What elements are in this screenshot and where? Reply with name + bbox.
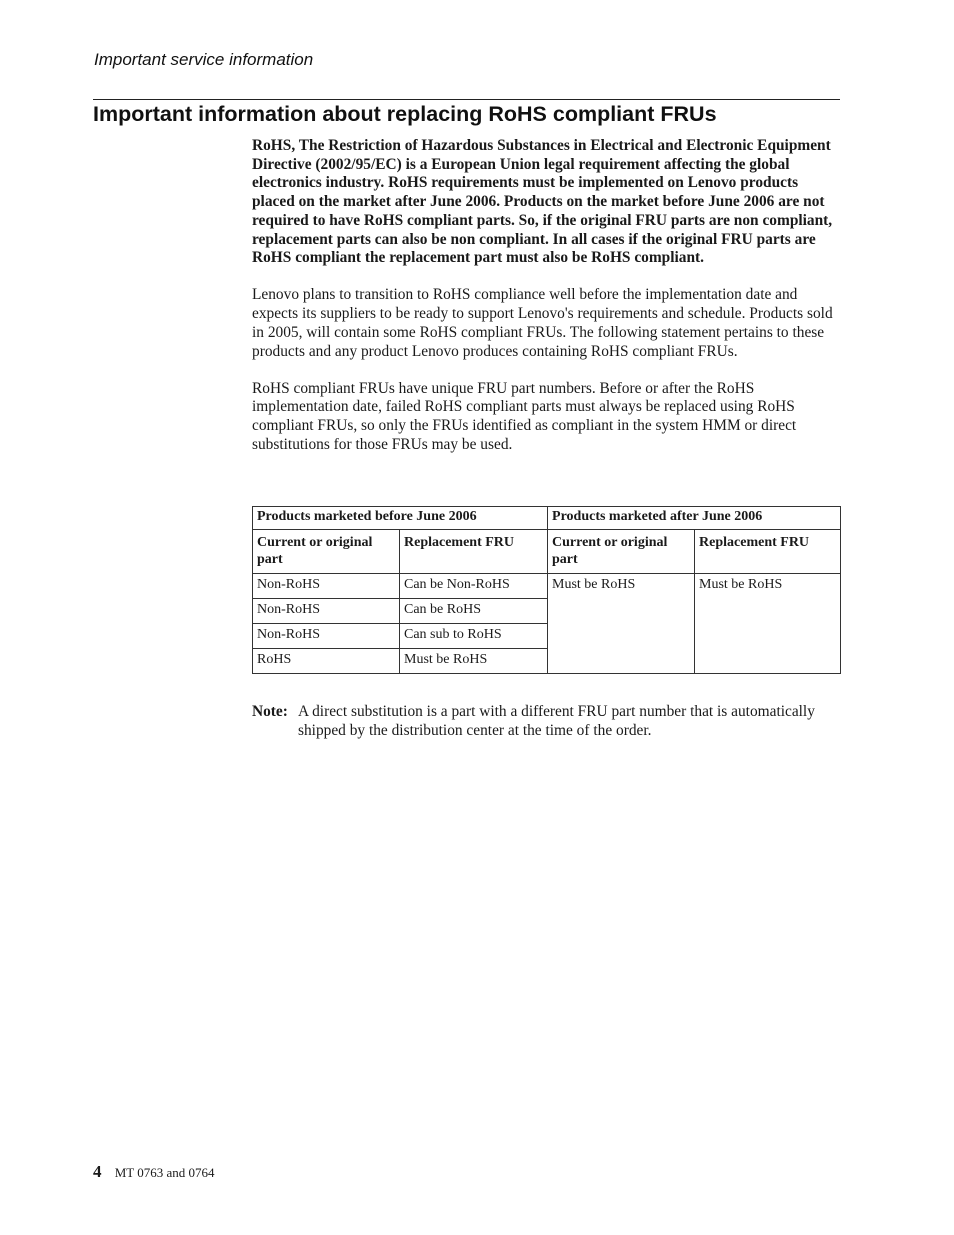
page-number: 4 <box>93 1162 102 1181</box>
header-after-current-part: Current or original part <box>548 529 695 573</box>
table-cell: Non-RoHS <box>253 623 400 648</box>
table-cell: Can be RoHS <box>400 598 548 623</box>
table-cell: Can sub to RoHS <box>400 623 548 648</box>
footer-model: MT 0763 and 0764 <box>114 1165 215 1180</box>
table-sub-header-row <box>253 529 841 573</box>
header-after-replacement-fru: Replacement FRU <box>695 529 841 573</box>
header-before-june-2006: Products marketed before June 2006 <box>253 507 548 530</box>
header-before-replacement-fru: Replacement FRU <box>400 529 548 573</box>
section-title: Important information about replacing RoHS compliant FRUs <box>93 102 717 126</box>
body-text <box>252 137 844 473</box>
rohs-definition-paragraph: RoHS, The Restriction of Hazardous Substances in Electrical and Electronic Equipment Directive (2002/95/EC) is a European Union legal requirement affecting the global electronics industry. RoHS requirements must be implemented on Lenovo products placed on the market after June 2006. Products on the market before June 2006 are not required to have RoHS compliant parts. So, if the original FRU parts are non compliant, replacement parts can also be non compliant. In all cases if the original FRU parts are RoHS compliant the replacement part must also be RoHS compliant. <box>252 137 833 267</box>
table-cell: Must be RoHS <box>400 648 548 673</box>
part-numbers-paragraph: RoHS compliant FRUs have unique FRU part numbers. Before or after the RoHS implementation date, failed RoHS compliant parts must always be replaced using RoHS compliant FRUs, so only the FRUs identified as compliant in the system HMM or direct substitutions for those FRUs may be used. <box>252 379 797 453</box>
table-group-header-row <box>253 507 841 530</box>
header-rule <box>93 99 840 100</box>
after-current-cell: Must be RoHS <box>548 573 695 673</box>
note-label: Note: <box>252 703 288 720</box>
table-row <box>253 573 841 598</box>
note-block <box>252 702 842 740</box>
header-before-current-part: Current or original part <box>253 529 400 573</box>
header-after-june-2006: Products marketed after June 2006 <box>548 507 841 530</box>
table-cell: Non-RoHS <box>253 598 400 623</box>
rohs-fru-table <box>252 506 841 674</box>
running-header: Important service information <box>94 50 314 69</box>
after-replacement-cell: Must be RoHS <box>695 573 841 673</box>
table-cell: RoHS <box>253 648 400 673</box>
table-cell: Non-RoHS <box>253 573 400 598</box>
note-text: A direct substitution is a part with a different FRU part number that is automatically shipped by the distribution center at the time of the order. <box>298 703 815 739</box>
table-cell: Can be Non-RoHS <box>400 573 548 598</box>
transition-paragraph: Lenovo plans to transition to RoHS compliance well before the implementation date and expects its suppliers to be ready to support Lenovo's requirements and schedule. Products sold in 2005, will contain some RoHS compliant FRUs. The following statement pertains to these products and any product Lenovo produces containing RoHS compliant FRUs. <box>252 286 833 360</box>
page-footer <box>93 1162 215 1182</box>
